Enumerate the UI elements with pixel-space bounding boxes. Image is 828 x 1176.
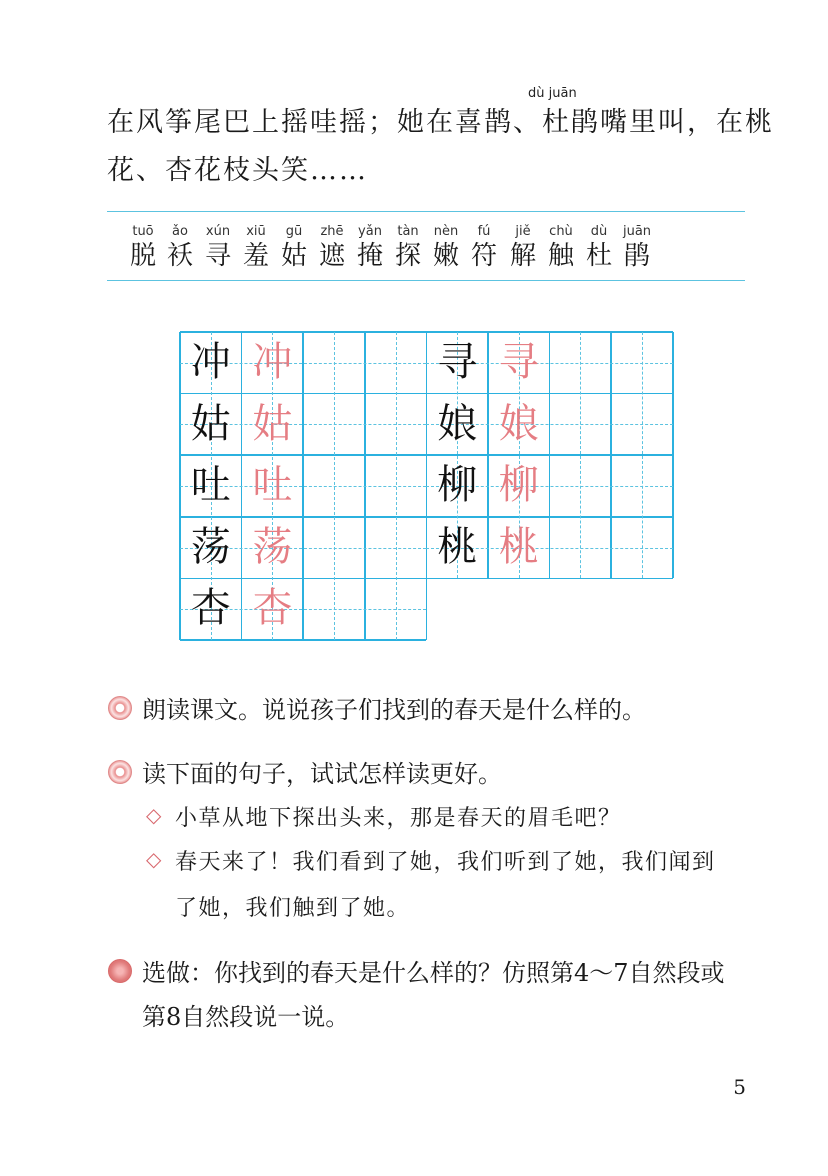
- vocab-pinyin: fú: [477, 224, 491, 239]
- vocab-pinyin: xún: [205, 224, 231, 239]
- vocab-pinyin: xiū: [246, 224, 266, 239]
- task-1-text: 朗读课文。说说孩子们找到的春天是什么样的。: [142, 696, 646, 724]
- grid-trace-char: 寻: [498, 339, 539, 385]
- task-2-item-1: 小草从地下探出头来，那是春天的眉毛吧？: [175, 806, 622, 831]
- grid-trace-char: 吐: [252, 462, 293, 509]
- grid-trace-char: 柳: [498, 462, 539, 509]
- passage-line-1: 在风筝尾巴上摇哇摇；她在喜鹊、杜鹃嘴里叫，在桃: [107, 107, 774, 138]
- pinyin-annotation: dù juān: [528, 86, 577, 101]
- vocab-pinyin: yǎn: [358, 224, 382, 239]
- vocab-char: 探: [394, 241, 421, 271]
- vocab-pinyin: nèn: [433, 224, 459, 239]
- vocab-char: 掩: [356, 241, 383, 271]
- grid-model-char: 冲: [190, 339, 231, 385]
- grid-trace-char: 姑: [252, 400, 293, 447]
- grid-dashed-guide: [580, 332, 581, 578]
- vocab-pinyin: tuō: [132, 224, 154, 239]
- diamond-bullet-icon: ◇: [146, 847, 162, 871]
- grid-dashed-guide: [642, 332, 643, 578]
- vocab-pinyin: tàn: [397, 224, 419, 239]
- task-2-icon: [108, 760, 132, 784]
- vocab-pinyin: jiě: [515, 224, 531, 239]
- grid-model-char: 娘: [437, 400, 478, 447]
- grid-model-char: 荡: [190, 523, 231, 570]
- task-2-text: 读下面的句子，试试怎样读更好。: [142, 760, 502, 788]
- task-2-item-2: 春天来了！我们看到了她，我们听到了她，我们闻到: [175, 850, 716, 875]
- vocab-pinyin: dù: [590, 224, 608, 239]
- vocab-pinyin: ǎo: [172, 224, 188, 239]
- grid-trace-char: 荡: [252, 523, 293, 570]
- vocab-char: 嫩: [432, 241, 459, 271]
- vocab-pinyin: zhē: [320, 224, 344, 239]
- grid-trace-char: 冲: [252, 339, 293, 385]
- vocab-char: 杜: [585, 241, 612, 271]
- vocab-char: 遮: [318, 241, 345, 271]
- vocab-char: 寻: [204, 241, 231, 271]
- vocab-char: 袄: [166, 241, 193, 271]
- passage-line-2: 花、杏花枝头笑……: [107, 155, 368, 186]
- task-3-icon: [108, 959, 132, 983]
- vocab-pinyin: gū: [285, 224, 303, 239]
- grid-trace-char: 娘: [498, 400, 539, 447]
- diamond-bullet-icon: ◇: [146, 803, 162, 827]
- grid-trace-char: 桃: [498, 523, 539, 570]
- vocab-pinyin: juān: [622, 224, 652, 239]
- vocab-char: 鹃: [623, 241, 650, 271]
- vocab-char: 羞: [242, 241, 269, 271]
- vocab-char: 脱: [129, 241, 156, 271]
- vocab-char: 符: [470, 241, 497, 271]
- grid-model-char: 柳: [437, 462, 478, 509]
- grid-model-char: 姑: [190, 400, 231, 447]
- vocab-char: 姑: [280, 241, 307, 271]
- task-2-item-2-continued: 了她，我们触到了她。: [175, 896, 411, 921]
- task-3-text-line-1: 选做：你找到的春天是什么样的？仿照第4～7自然段或: [142, 959, 725, 987]
- grid-model-char: 吐: [190, 462, 231, 509]
- vocab-char: 触: [547, 241, 574, 271]
- task-1-icon: [108, 696, 132, 720]
- grid-model-char: 寻: [437, 339, 478, 385]
- grid-model-char: 杏: [190, 585, 231, 632]
- grid-model-char: 桃: [437, 523, 478, 570]
- page-number: 5: [733, 1075, 746, 1099]
- task-3-text-line-2: 第8自然段说一说。: [142, 1003, 350, 1031]
- grid-trace-char: 杏: [252, 585, 293, 632]
- vocab-char: 解: [509, 241, 536, 271]
- vocab-pinyin: chù: [549, 224, 573, 239]
